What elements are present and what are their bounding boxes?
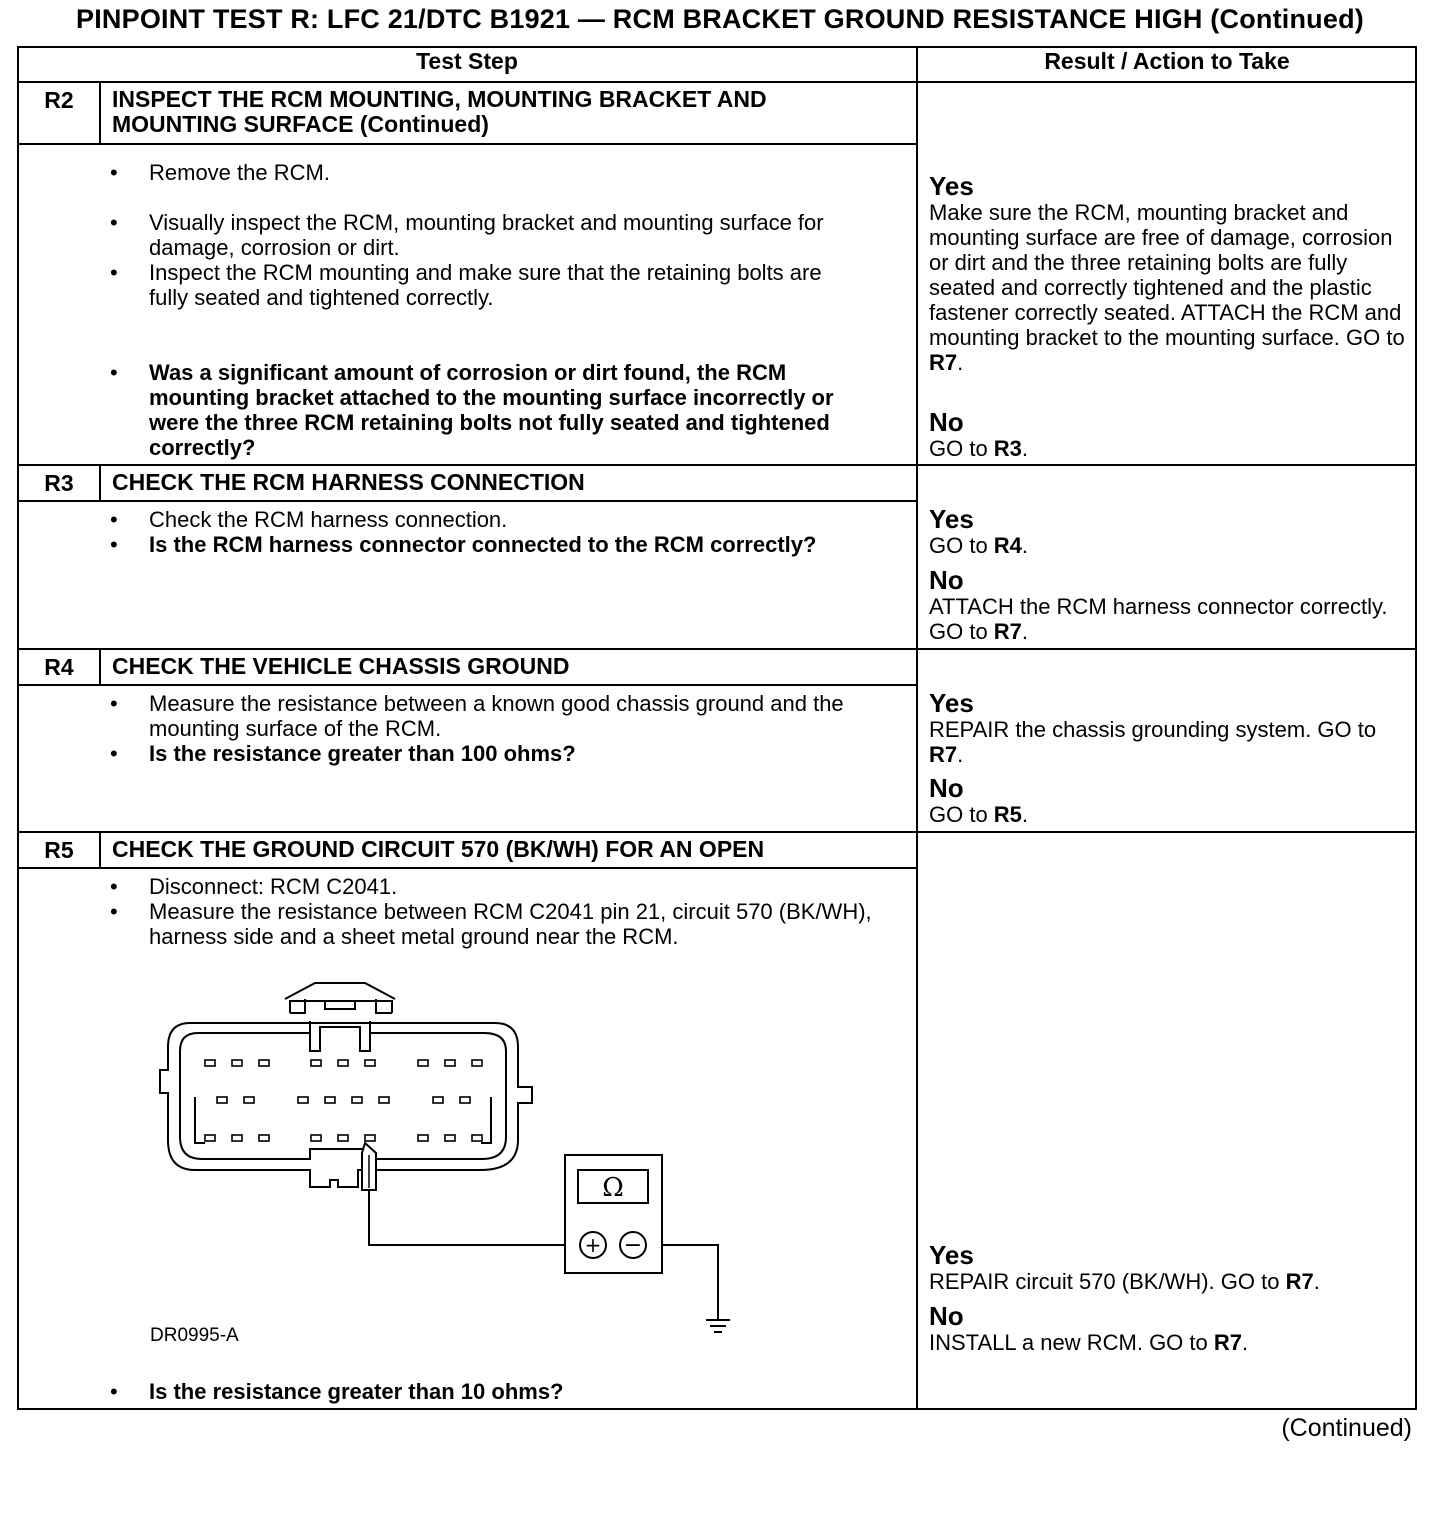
result-block <box>929 505 1414 558</box>
step-title-line: INSPECT THE RCM MOUNTING, MOUNTING BRACKET AND <box>112 86 767 112</box>
yes-action: REPAIR the chassis grounding system. GO to <box>929 717 1377 742</box>
step-reference: R7 <box>1213 1330 1242 1355</box>
ohm-icon: Ω <box>602 1173 624 1203</box>
list-item-text: Visually inspect the RCM, mounting bracket and mounting surface for damage, corrosion or dirt. <box>149 210 824 260</box>
list-item-text: Inspect the RCM mounting and make sure that the retaining bolts are fully seated and tightened correctly. <box>149 260 822 310</box>
list-item-question: Is the resistance greater than 10 ohms? <box>149 1379 564 1404</box>
step-id: R3 <box>44 470 74 496</box>
connector-inner <box>180 1033 506 1159</box>
list-item-text: Remove the RCM. <box>149 160 330 185</box>
step-id: R5 <box>44 837 74 863</box>
punctuation: . <box>1021 802 1029 827</box>
list-item-question: Is the resistance greater than 100 ohms? <box>149 741 576 766</box>
no-action: ATTACH the RCM harness connector correctly. GO to <box>929 594 1388 644</box>
yes-action: REPAIR circuit 570 (BK/WH). GO to <box>929 1269 1286 1294</box>
result-block <box>929 408 1414 461</box>
yes-label: Yes <box>929 504 974 534</box>
step-title <box>112 87 767 137</box>
ground-icon <box>706 1320 730 1332</box>
step-id: R4 <box>44 654 74 680</box>
step-title-line: MOUNTING SURFACE (Continued) <box>112 111 489 137</box>
list-item-text: Measure the resistance between a known good chassis ground and the mounting surface of the RCM. <box>149 691 844 741</box>
step-title: CHECK THE VEHICLE CHASSIS GROUND <box>112 653 570 679</box>
column-divider <box>916 46 918 1410</box>
result-block <box>929 1241 1414 1294</box>
continued-note: (Continued) <box>1281 1414 1412 1442</box>
figure-label: DR0995-A <box>150 1325 239 1346</box>
step-divider <box>17 464 1417 466</box>
step-reference: R7 <box>993 619 1022 644</box>
step-reference: R7 <box>929 742 958 767</box>
result-block <box>929 566 1414 644</box>
header-divider <box>17 81 1417 83</box>
result-block <box>929 172 1414 375</box>
step-id: R2 <box>44 87 74 113</box>
no-label: No <box>929 565 964 595</box>
list-item-text: Disconnect: RCM C2041. <box>149 874 398 899</box>
punctuation: . <box>1021 619 1029 644</box>
step-title-divider <box>17 143 917 145</box>
step-divider <box>17 648 1417 650</box>
yes-label: Yes <box>929 1240 974 1270</box>
header-test-step: Test Step <box>416 48 518 74</box>
connector-pins <box>205 1060 482 1141</box>
result-block <box>929 1302 1414 1355</box>
step-divider <box>17 831 1417 833</box>
punctuation: . <box>1242 1330 1249 1355</box>
result-block <box>929 774 1414 827</box>
connector-latch <box>285 983 395 999</box>
step-title: CHECK THE RCM HARNESS CONNECTION <box>112 469 585 495</box>
step-reference: R4 <box>993 533 1022 558</box>
no-action: GO to <box>929 436 994 461</box>
no-label: No <box>929 773 964 803</box>
connector-diagram <box>120 975 820 1365</box>
step-title-divider <box>17 867 917 869</box>
list-item-question: Is the RCM harness connector connected to the RCM correctly? <box>149 532 817 557</box>
minus-icon: − <box>623 1233 643 1258</box>
yes-label: Yes <box>929 688 974 718</box>
punctuation: . <box>1313 1269 1320 1294</box>
punctuation: . <box>957 742 964 767</box>
list-item-text: Check the RCM harness connection. <box>149 507 508 532</box>
step-title-divider <box>17 500 917 502</box>
header-result: Result / Action to Take <box>1044 48 1290 74</box>
test-probe <box>362 1143 376 1190</box>
yes-label: Yes <box>929 171 974 201</box>
meter-leads <box>369 1190 718 1320</box>
step-reference: R7 <box>929 350 958 375</box>
list-item-text: Measure the resistance between RCM C2041 pin 21, circuit 570 (BK/WH), harness side and a sheet metal ground near the RCM. <box>149 899 872 949</box>
plus-icon: + <box>584 1233 602 1257</box>
connector-body <box>160 1023 532 1187</box>
no-action: INSTALL a new RCM. GO to <box>929 1330 1214 1355</box>
punctuation: . <box>1021 436 1029 461</box>
step-reference: R5 <box>993 802 1022 827</box>
yes-action: GO to <box>929 533 994 558</box>
list-item-question: Was a significant amount of corrosion or dirt found, the RCM mounting bracket attached to the mounting surface incorrectly or were the three RCM retaining bolts not fully seated and tightened correctly? <box>149 360 834 460</box>
punctuation: . <box>957 350 964 375</box>
no-action: GO to <box>929 802 994 827</box>
no-label: No <box>929 1301 964 1331</box>
result-block <box>929 689 1414 767</box>
page-title: PINPOINT TEST R: LFC 21/DTC B1921 — RCM BRACKET GROUND RESISTANCE HIGH (Continued) <box>76 4 1364 34</box>
step-reference: R3 <box>993 436 1022 461</box>
no-label: No <box>929 407 964 437</box>
step-title-divider <box>17 684 917 686</box>
punctuation: . <box>1021 533 1029 558</box>
connector-latch-tab <box>325 1001 355 1009</box>
yes-action: Make sure the RCM, mounting bracket and mounting surface are free of damage, corrosion or dirt and the three retaining bolts are fully seated and correctly tightened and the plastic fastener correctly seated. ATTACH the RCM and mounting bracket to the mounting surface. GO to <box>929 200 1405 350</box>
step-reference: R7 <box>1285 1269 1314 1294</box>
step-title: CHECK THE GROUND CIRCUIT 570 (BK/WH) FOR AN OPEN <box>112 836 765 862</box>
